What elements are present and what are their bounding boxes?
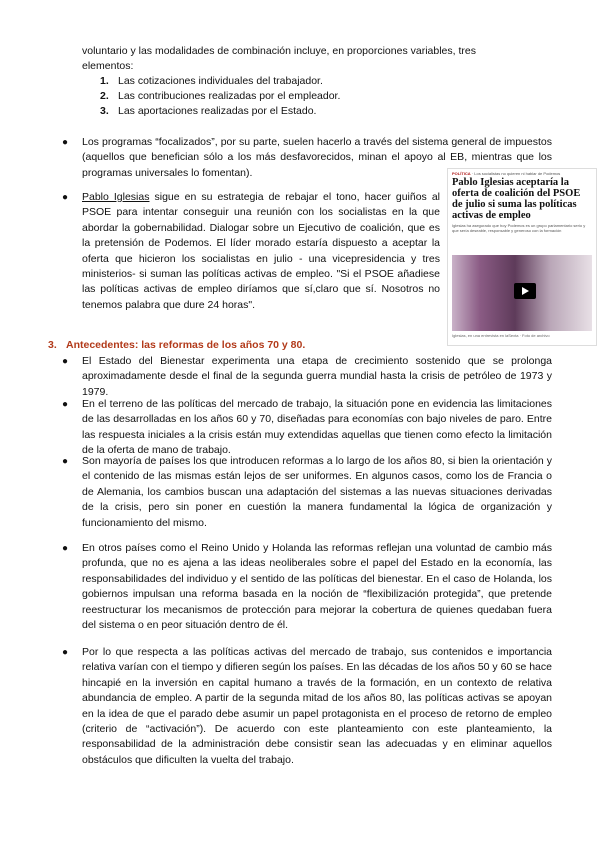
bullet-dot: ● xyxy=(62,356,69,367)
bullet-dot: ● xyxy=(62,192,69,203)
news-photo xyxy=(452,255,592,331)
paragraph-iglesias xyxy=(82,190,440,313)
numbered-item xyxy=(100,89,540,104)
item-number: 1. xyxy=(100,75,109,87)
numbered-item xyxy=(100,74,540,89)
item-text: Las contribuciones realizadas por el empleador. xyxy=(118,90,341,102)
paragraph: Son mayoría de países los que introducen reformas a lo largo de los años 80, si bien la orientación y el contenido de las mismas están lejos de ser uniformes. En algunos casos, como los de Francia o de Alemania, los cambios buscan una adaptación del sistemas a las nuevas situaciones derivadas de la crisis, pero sin poner en cuestión la manera fundamental la lógica de organización y funcionamiento del mismo. xyxy=(82,455,552,529)
bullet-dot: ● xyxy=(62,456,69,467)
bullet-dot: ● xyxy=(62,137,69,148)
pablo-iglesias-link[interactable]: Pablo Iglesias xyxy=(82,191,150,203)
iglesias-text: sigue en su estrategia de rebajar el tono, hacer guiños al PSOE para intentar conseguir una reunión con los socialistas en la que abordar la gobernabilidad. Dialogar sobre un Ejecutivo de coalición, que es la pretensión de Podemos. El líder morado estaría dispuesto a aceptar la oferta que hicieron los socialistas en julio - una vicepresidencia y tres ministerios- si suman las políticas activas de empleo. "Si el PSOE añadiese las políticas activas de empleo diríamos que sí,claro que sí. Nosotros no tenemos palabra que dure 24 horas". xyxy=(82,191,440,311)
news-category: POLÍTICA xyxy=(452,171,471,176)
section-number: 3. xyxy=(48,339,57,351)
numbered-item xyxy=(100,104,540,119)
intro-line: voluntario y las modalidades de combinación incluye, en proporciones variables, tres xyxy=(82,45,476,57)
intro-line: elementos: xyxy=(82,60,134,72)
news-subheadline: Iglesias ha asegurado que hoy Podemos es un grupo parlamentario serio y que sería deseable, responsable y generoso con la formación xyxy=(452,223,586,233)
news-caption: Iglesias, en una entrevista en laSexta · Foto de archivo xyxy=(452,333,550,338)
item-number: 3. xyxy=(100,105,109,117)
news-headline: Pablo Iglesias aceptaría la oferta de coalición del PSOE de julio si suma las políticas activas de empleo xyxy=(452,177,581,221)
item-text: Las aportaciones realizadas por el Estado. xyxy=(118,105,317,117)
video-play-icon[interactable] xyxy=(514,283,536,299)
item-number: 2. xyxy=(100,90,109,102)
section-title: Antecedentes: las reformas de los años 70 y 80. xyxy=(66,339,306,351)
news-meta xyxy=(448,169,596,176)
bullet-dot: ● xyxy=(62,399,69,410)
bullet-dot: ● xyxy=(62,647,69,658)
paragraph: Por lo que respecta a las políticas activas del mercado de trabajo, sus contenidos e importancia relativa varían con el tiempo y difieren según los países. En las décadas de los años 50 y 60 se hace hincapié en la inversión en capital humano a través de la formación, en un contexto de relativa abundancia de empleo. A partir de la segunda mitad de los años 80, las políticas activas se apoyan en la idea de que el parado debe asumir un papel protagonista en el proceso de retorno de empleo (criterio de “activación”). De acuerdo con este planteamiento con este planteamiento, la responsabilidad de la administración debe consistir sean las adecuadas y en eliminar aquellos obstáculos que dificulten la vuelta del trabajo. xyxy=(82,646,552,766)
paragraph: En otros países como el Reino Unido y Holanda las reformas reflejan una voluntad de cambio más profunda, que no es ajena a las ideas neoliberales sobre el papel del Estado en la economía, las responsabilidades del individuo y el sentido de las políticas del bienestar. En el caso de Holanda, los gobiernos impulsan una reforma basada en la noción de “flexibilización protegida”, que pretende reestructurar los mecanismos de protección para mejorar la cobertura de quienes quedaban fuera del sistema o en peor situación dentro de él. xyxy=(82,542,552,632)
news-clipping xyxy=(447,168,597,346)
item-text: Las cotizaciones individuales del trabajador. xyxy=(118,75,323,87)
news-meta-text: · Los socialistas no quieren ni hablar de Podemos xyxy=(471,171,561,176)
bullet-dot: ● xyxy=(62,543,69,554)
paragraph: En el terreno de las políticas del mercado de trabajo, la situación pone en evidencia las limitaciones de las desarrolladas en los años 60 y 70, diseñadas para economías con bajo niveles de paro. Entre las respuesta iniciales a la crisis están muy extendidas aquellas que tienen como efecto la limitación de la oferta de mano de trabajo. xyxy=(82,398,552,457)
paragraph-focalizados: Los programas “focalizados”, por su parte, suelen hacerlo a través del sistema general de impuestos (aquellos que benefician sólo a los más desfavorecidos, minan el apoyo al EB, mientras que los programas universales lo fomentan). xyxy=(82,136,552,179)
paragraph: El Estado del Bienestar experimenta una etapa de crecimiento sostenido que se prolonga aproximadamente desde el final de la segunda guerra mundial hasta la crisis de petróleo de 1973 y 1979. xyxy=(82,355,552,398)
